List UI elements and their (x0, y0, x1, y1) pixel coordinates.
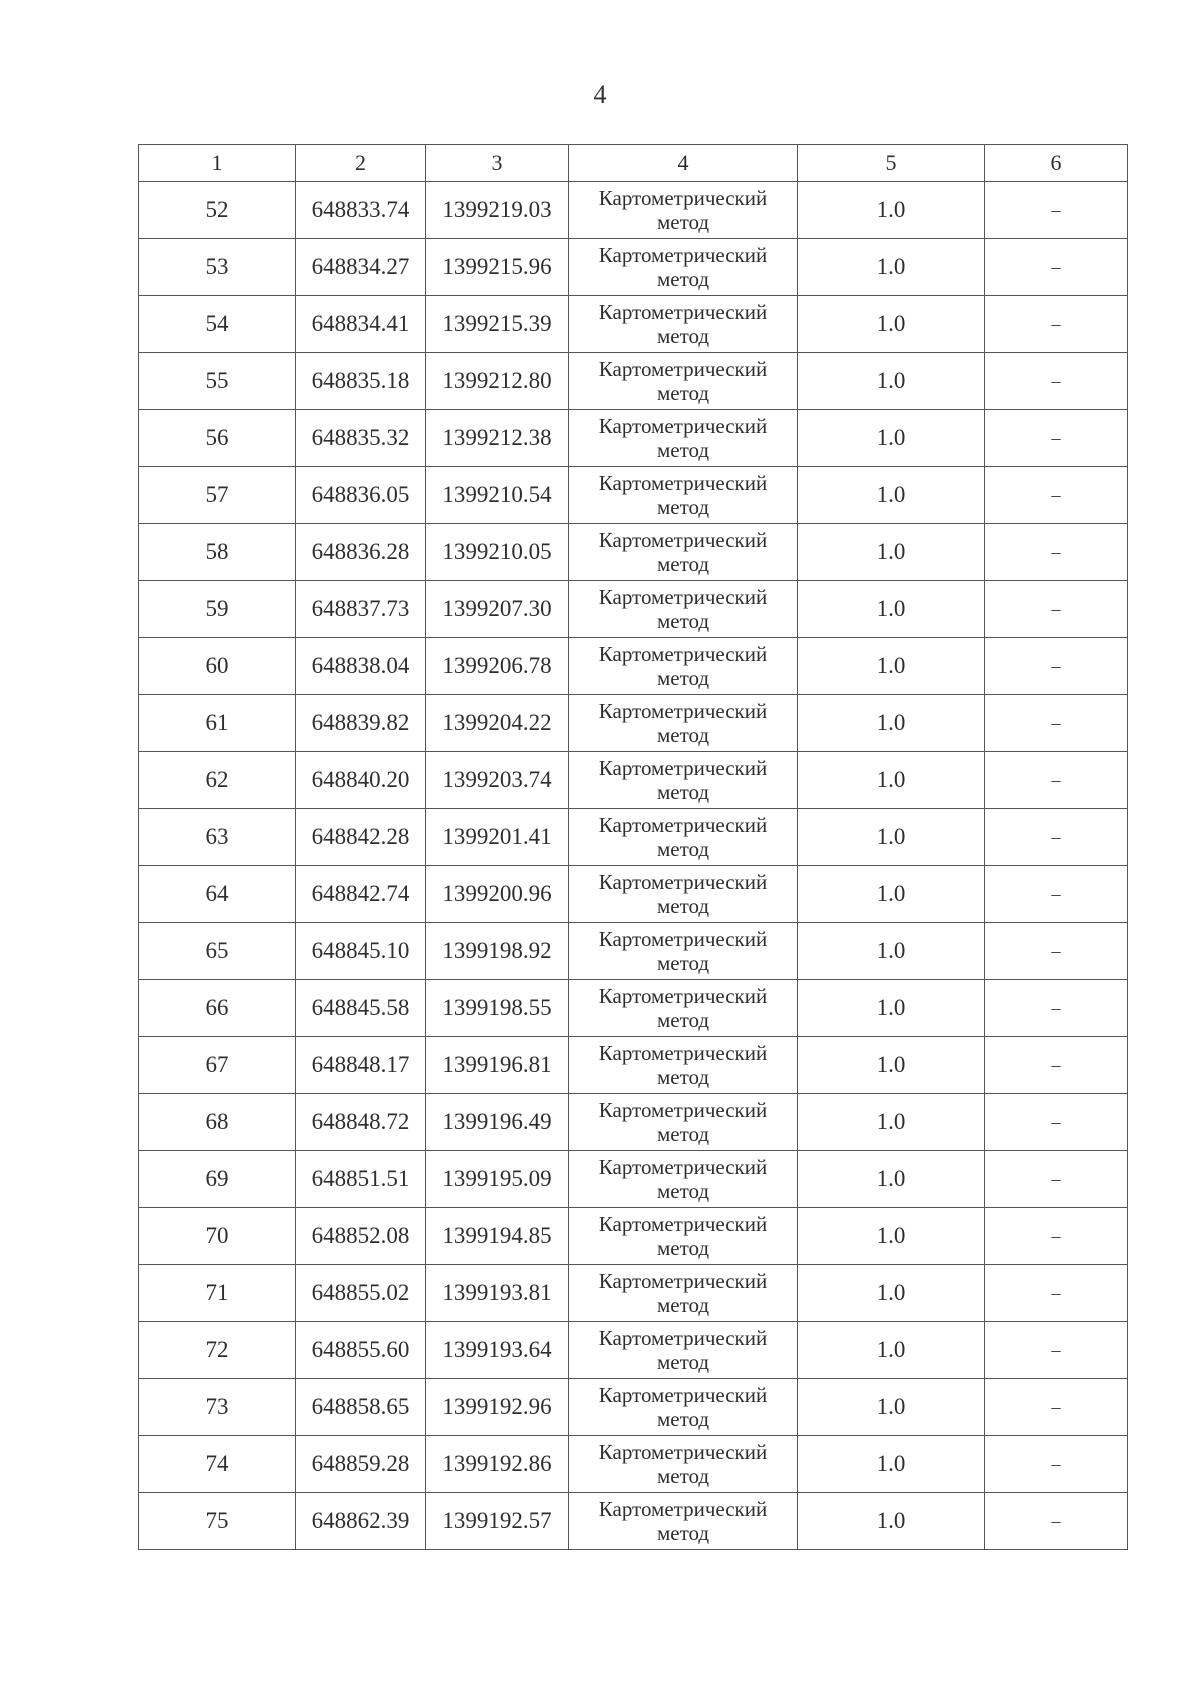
note-cell: – (985, 182, 1128, 239)
note-cell: – (985, 1322, 1128, 1379)
method-line-2: метод (656, 381, 710, 405)
y-coordinate-cell: 1399212.80 (426, 353, 569, 410)
method-cell (569, 182, 798, 239)
x-coordinate-cell: 648842.28 (296, 809, 426, 866)
y-coordinate-cell: 1399204.22 (426, 695, 569, 752)
table-row (139, 524, 1128, 581)
method-cell (569, 638, 798, 695)
table-row (139, 1265, 1128, 1322)
method-line-2: метод (656, 1407, 710, 1431)
note-cell: – (985, 923, 1128, 980)
x-coordinate-cell: 648858.65 (296, 1379, 426, 1436)
method-line-1: Картометрический (598, 756, 768, 780)
y-coordinate-cell: 1399192.96 (426, 1379, 569, 1436)
method-line-1: Картометрический (598, 1440, 768, 1464)
point-number-cell: 57 (139, 467, 296, 524)
x-coordinate-cell: 648848.72 (296, 1094, 426, 1151)
point-number-cell: 59 (139, 581, 296, 638)
precision-cell: 1.0 (798, 353, 985, 410)
precision-cell: 1.0 (798, 866, 985, 923)
y-coordinate-cell: 1399198.55 (426, 980, 569, 1037)
header-cell-6: 6 (985, 145, 1128, 182)
point-number-cell: 67 (139, 1037, 296, 1094)
method-line-2: метод (656, 1122, 710, 1146)
method-line-1: Картометрический (598, 984, 768, 1008)
y-coordinate-cell: 1399219.03 (426, 182, 569, 239)
method-line-2: метод (656, 552, 710, 576)
y-coordinate-cell: 1399215.39 (426, 296, 569, 353)
x-coordinate-cell: 648842.74 (296, 866, 426, 923)
y-coordinate-cell: 1399215.96 (426, 239, 569, 296)
x-coordinate-cell: 648845.10 (296, 923, 426, 980)
method-line-2: метод (656, 1236, 710, 1260)
x-coordinate-cell: 648862.39 (296, 1493, 426, 1550)
note-cell: – (985, 239, 1128, 296)
method-line-1: Картометрический (598, 528, 768, 552)
table-row (139, 1094, 1128, 1151)
method-line-1: Картометрический (598, 243, 768, 267)
point-number-cell: 73 (139, 1379, 296, 1436)
y-coordinate-cell: 1399195.09 (426, 1151, 569, 1208)
note-cell: – (985, 353, 1128, 410)
note-cell: – (985, 1265, 1128, 1322)
method-line-2: метод (656, 1521, 710, 1545)
note-cell: – (985, 1493, 1128, 1550)
y-coordinate-cell: 1399210.54 (426, 467, 569, 524)
point-number-cell: 63 (139, 809, 296, 866)
note-cell: – (985, 410, 1128, 467)
header-row (139, 145, 1128, 182)
y-coordinate-cell: 1399193.81 (426, 1265, 569, 1322)
method-line-2: метод (656, 1464, 710, 1488)
method-line-1: Картометрический (598, 1326, 768, 1350)
point-number-cell: 75 (139, 1493, 296, 1550)
x-coordinate-cell: 648855.02 (296, 1265, 426, 1322)
method-cell (569, 581, 798, 638)
precision-cell: 1.0 (798, 1208, 985, 1265)
method-cell (569, 239, 798, 296)
point-number-cell: 71 (139, 1265, 296, 1322)
note-cell: – (985, 866, 1128, 923)
precision-cell: 1.0 (798, 182, 985, 239)
table-row (139, 695, 1128, 752)
point-number-cell: 72 (139, 1322, 296, 1379)
method-line-2: метод (656, 1350, 710, 1374)
method-cell (569, 467, 798, 524)
x-coordinate-cell: 648839.82 (296, 695, 426, 752)
x-coordinate-cell: 648852.08 (296, 1208, 426, 1265)
x-coordinate-cell: 648834.27 (296, 239, 426, 296)
point-number-cell: 66 (139, 980, 296, 1037)
method-cell (569, 1037, 798, 1094)
note-cell: – (985, 581, 1128, 638)
point-number-cell: 55 (139, 353, 296, 410)
x-coordinate-cell: 648851.51 (296, 1151, 426, 1208)
y-coordinate-cell: 1399196.49 (426, 1094, 569, 1151)
method-line-2: метод (656, 951, 710, 975)
method-line-1: Картометрический (598, 642, 768, 666)
method-line-2: метод (656, 1008, 710, 1032)
point-number-cell: 58 (139, 524, 296, 581)
note-cell: – (985, 1037, 1128, 1094)
method-line-1: Картометрический (598, 813, 768, 837)
precision-cell: 1.0 (798, 1265, 985, 1322)
note-cell: – (985, 1094, 1128, 1151)
note-cell: – (985, 1151, 1128, 1208)
method-cell (569, 524, 798, 581)
method-line-1: Картометрический (598, 357, 768, 381)
table-row (139, 1151, 1128, 1208)
method-line-1: Картометрический (598, 927, 768, 951)
x-coordinate-cell: 648840.20 (296, 752, 426, 809)
method-cell (569, 809, 798, 866)
y-coordinate-cell: 1399201.41 (426, 809, 569, 866)
precision-cell: 1.0 (798, 1493, 985, 1550)
header-cell-2: 2 (296, 145, 426, 182)
method-line-1: Картометрический (598, 471, 768, 495)
method-cell (569, 1208, 798, 1265)
coordinates-table (138, 144, 1128, 1550)
table-row (139, 1322, 1128, 1379)
table-row (139, 410, 1128, 467)
precision-cell: 1.0 (798, 524, 985, 581)
note-cell: – (985, 1208, 1128, 1265)
precision-cell: 1.0 (798, 695, 985, 752)
y-coordinate-cell: 1399210.05 (426, 524, 569, 581)
y-coordinate-cell: 1399207.30 (426, 581, 569, 638)
table-header (139, 145, 1128, 182)
point-number-cell: 74 (139, 1436, 296, 1493)
precision-cell: 1.0 (798, 1379, 985, 1436)
method-cell (569, 752, 798, 809)
method-line-2: метод (656, 324, 710, 348)
method-line-1: Картометрический (598, 1269, 768, 1293)
table-row (139, 638, 1128, 695)
method-line-1: Картометрический (598, 585, 768, 609)
method-line-2: метод (656, 837, 710, 861)
note-cell: – (985, 1436, 1128, 1493)
x-coordinate-cell: 648859.28 (296, 1436, 426, 1493)
note-cell: – (985, 524, 1128, 581)
point-number-cell: 68 (139, 1094, 296, 1151)
x-coordinate-cell: 648834.41 (296, 296, 426, 353)
x-coordinate-cell: 648838.04 (296, 638, 426, 695)
table-row (139, 353, 1128, 410)
precision-cell: 1.0 (798, 1037, 985, 1094)
y-coordinate-cell: 1399206.78 (426, 638, 569, 695)
y-coordinate-cell: 1399196.81 (426, 1037, 569, 1094)
table-row (139, 809, 1128, 866)
note-cell: – (985, 809, 1128, 866)
table-row (139, 1493, 1128, 1550)
method-line-1: Картометрический (598, 186, 768, 210)
table-row (139, 296, 1128, 353)
precision-cell: 1.0 (798, 1094, 985, 1151)
point-number-cell: 53 (139, 239, 296, 296)
x-coordinate-cell: 648835.32 (296, 410, 426, 467)
note-cell: – (985, 980, 1128, 1037)
y-coordinate-cell: 1399192.57 (426, 1493, 569, 1550)
x-coordinate-cell: 648835.18 (296, 353, 426, 410)
method-cell (569, 410, 798, 467)
method-cell (569, 1094, 798, 1151)
method-line-2: метод (656, 1293, 710, 1317)
point-number-cell: 61 (139, 695, 296, 752)
precision-cell: 1.0 (798, 809, 985, 866)
y-coordinate-cell: 1399194.85 (426, 1208, 569, 1265)
page-number: 4 (593, 80, 607, 109)
x-coordinate-cell: 648848.17 (296, 1037, 426, 1094)
method-line-2: метод (656, 438, 710, 462)
method-cell (569, 1493, 798, 1550)
table-row (139, 1208, 1128, 1265)
header-cell-3: 3 (426, 145, 569, 182)
table-row (139, 1037, 1128, 1094)
table-row (139, 923, 1128, 980)
point-number-cell: 69 (139, 1151, 296, 1208)
table-row (139, 467, 1128, 524)
precision-cell: 1.0 (798, 239, 985, 296)
y-coordinate-cell: 1399193.64 (426, 1322, 569, 1379)
precision-cell: 1.0 (798, 638, 985, 695)
precision-cell: 1.0 (798, 923, 985, 980)
table-row (139, 980, 1128, 1037)
precision-cell: 1.0 (798, 1436, 985, 1493)
method-line-1: Картометрический (598, 699, 768, 723)
point-number-cell: 60 (139, 638, 296, 695)
point-number-cell: 65 (139, 923, 296, 980)
method-line-1: Картометрический (598, 1098, 768, 1122)
y-coordinate-cell: 1399212.38 (426, 410, 569, 467)
note-cell: – (985, 296, 1128, 353)
method-cell (569, 1151, 798, 1208)
table-row (139, 866, 1128, 923)
method-line-1: Картометрический (598, 1041, 768, 1065)
y-coordinate-cell: 1399200.96 (426, 866, 569, 923)
method-cell (569, 353, 798, 410)
note-cell: – (985, 752, 1128, 809)
precision-cell: 1.0 (798, 467, 985, 524)
note-cell: – (985, 467, 1128, 524)
method-line-2: метод (656, 780, 710, 804)
method-cell (569, 866, 798, 923)
note-cell: – (985, 695, 1128, 752)
method-line-1: Картометрический (598, 414, 768, 438)
method-line-2: метод (656, 1179, 710, 1203)
table-row (139, 239, 1128, 296)
method-line-2: метод (656, 894, 710, 918)
table-row (139, 1379, 1128, 1436)
method-line-2: метод (656, 495, 710, 519)
method-cell (569, 980, 798, 1037)
table-row (139, 752, 1128, 809)
method-line-2: метод (656, 1065, 710, 1089)
x-coordinate-cell: 648836.28 (296, 524, 426, 581)
precision-cell: 1.0 (798, 410, 985, 467)
point-number-cell: 62 (139, 752, 296, 809)
table-row (139, 581, 1128, 638)
point-number-cell: 52 (139, 182, 296, 239)
precision-cell: 1.0 (798, 1151, 985, 1208)
method-line-1: Картометрический (598, 1212, 768, 1236)
method-line-2: метод (656, 609, 710, 633)
method-cell (569, 1265, 798, 1322)
precision-cell: 1.0 (798, 980, 985, 1037)
x-coordinate-cell: 648855.60 (296, 1322, 426, 1379)
method-line-1: Картометрический (598, 870, 768, 894)
method-cell (569, 923, 798, 980)
y-coordinate-cell: 1399192.86 (426, 1436, 569, 1493)
point-number-cell: 70 (139, 1208, 296, 1265)
method-cell (569, 296, 798, 353)
point-number-cell: 54 (139, 296, 296, 353)
precision-cell: 1.0 (798, 581, 985, 638)
x-coordinate-cell: 648833.74 (296, 182, 426, 239)
method-cell (569, 1379, 798, 1436)
method-line-1: Картометрический (598, 1497, 768, 1521)
precision-cell: 1.0 (798, 752, 985, 809)
method-line-2: метод (656, 666, 710, 690)
method-cell (569, 695, 798, 752)
precision-cell: 1.0 (798, 296, 985, 353)
method-line-2: метод (656, 210, 710, 234)
method-cell (569, 1322, 798, 1379)
point-number-cell: 64 (139, 866, 296, 923)
method-line-2: метод (656, 723, 710, 747)
y-coordinate-cell: 1399198.92 (426, 923, 569, 980)
point-number-cell: 56 (139, 410, 296, 467)
x-coordinate-cell: 648837.73 (296, 581, 426, 638)
table-row (139, 1436, 1128, 1493)
method-cell (569, 1436, 798, 1493)
header-cell-5: 5 (798, 145, 985, 182)
table-row (139, 182, 1128, 239)
x-coordinate-cell: 648845.58 (296, 980, 426, 1037)
note-cell: – (985, 638, 1128, 695)
x-coordinate-cell: 648836.05 (296, 467, 426, 524)
method-line-1: Картометрический (598, 1155, 768, 1179)
y-coordinate-cell: 1399203.74 (426, 752, 569, 809)
table-body (139, 182, 1128, 1550)
note-cell: – (985, 1379, 1128, 1436)
header-cell-4: 4 (569, 145, 798, 182)
header-cell-1: 1 (139, 145, 296, 182)
method-line-2: метод (656, 267, 710, 291)
method-line-1: Картометрический (598, 300, 768, 324)
precision-cell: 1.0 (798, 1322, 985, 1379)
method-line-1: Картометрический (598, 1383, 768, 1407)
